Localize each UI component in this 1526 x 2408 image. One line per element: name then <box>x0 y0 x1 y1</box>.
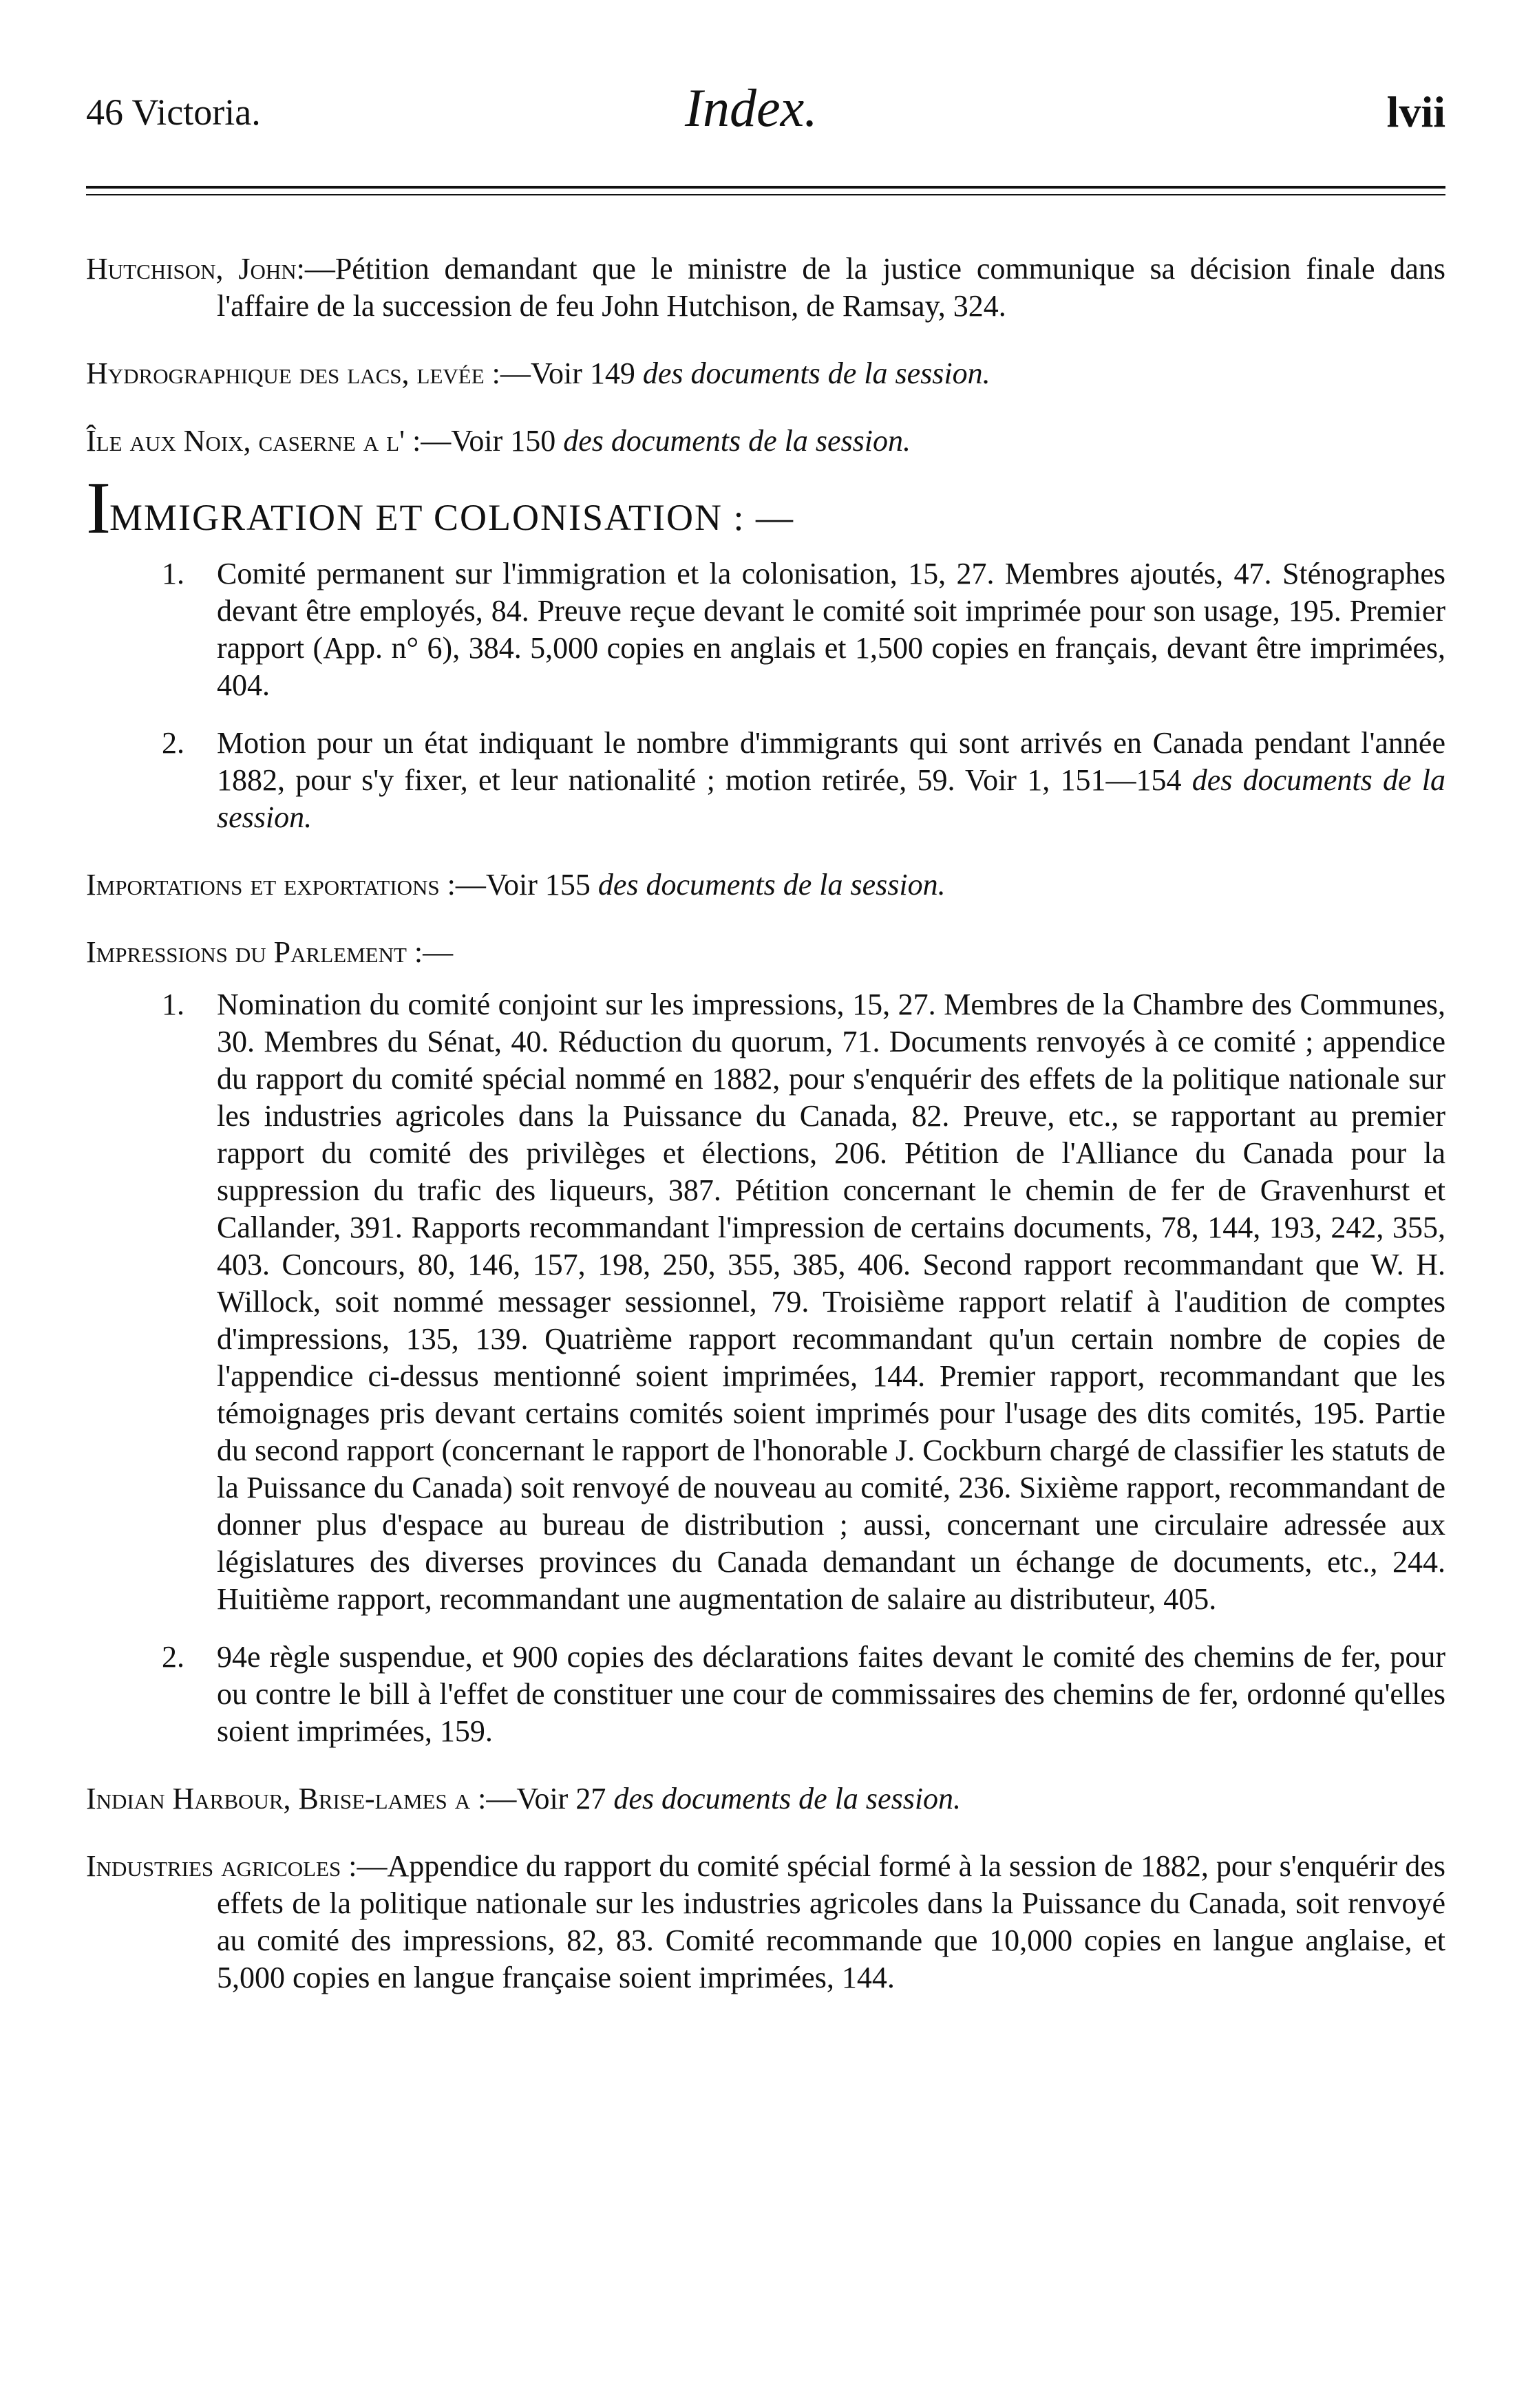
header-page-number: lvii <box>1386 87 1445 136</box>
entry-head: Hutchison, John <box>86 252 297 286</box>
entry-indian-harbour <box>86 1780 1445 1818</box>
impressions-list <box>86 986 1445 1750</box>
item-text: Nomination du comité conjoint sur les impressions, 15, 27. Membres de la Chambre des Communes, 30. Membres du Sénat, 40. Réduction du quorum, 71. Documents renvoyés à ce comité ; appendice du rapport du comité spécial nommé en 1882, pour s'enquérir des effets de la politique nationale sur les industries agricoles dans la Puissance du Canada, 82. Preuve, etc., se rapportant au premier rapport du comité des privilèges et élections, 206. Pétition de l'Alliance du Canada pour la suppression du trafic des liqueurs, 387. Pétition concernant le chemin de fer de Gravenhurst et Callander, 391. Rapports recommandant l'impression de certains documents, 78, 144, 193, 242, 355, 403. Concours, 80, 146, 157, 198, 250, 355, 385, 406. Second rapport recommandant que W. H. Willock, soit nommé messager sessionnel, 79. Troisième rapport relatif à l'audition de comptes d'impressions, 135, 139. Quatrième rapport recommandant qu'un certain nombre de copies de l'appendice ci-dessus mentionné soient imprimées, 144. Premier rapport, recommandant que les témoignages pris devant certains comités soient imprimés pour l'usage des dits comités, 195. Partie du second rapport (concernant le rapport de l'honorable J. Cockburn chargé de classifier les statuts de la Puissance du Canada) soit renvoyé de nouveau au comité, 236. Sixième rapport, recommandant de donner plus d'espace au bureau de distribution ; aussi, concernant une circulaire adressée aux législatures des diverses provinces du Canada demandant un échange de documents, etc., 244. Huitième rapport, recommandant une augmentation de salaire au distributeur, 405. <box>217 988 1445 1616</box>
page-header <box>86 77 1445 146</box>
entry-head: Île aux Noix, caserne a l' <box>86 424 405 458</box>
item-number: 2. <box>162 1640 184 1674</box>
entry-text: :—Voir 149 <box>484 356 643 390</box>
entry-reference: des documents de la session. <box>642 356 990 390</box>
item-text: 94e règle suspendue, et 900 copies des déclarations faites devant le comité des chemins de fer, pour ou contre le bill à l'effet de constituer une cour de commissaires des chemins de fer, ordonné qu'elles soient imprimées, 159. <box>217 1640 1445 1748</box>
item-reference: des documents de la session. <box>217 763 1446 834</box>
entry-reference: des documents de la session. <box>597 868 946 902</box>
entry-text: :— <box>406 935 454 969</box>
entry-reference: des documents de la session. <box>613 1782 962 1815</box>
entry-text: :—Voir 27 <box>470 1782 614 1815</box>
header-title: Index. <box>685 78 818 138</box>
list-item <box>86 725 1445 836</box>
entry-text: :—Voir 150 <box>405 424 564 458</box>
immigration-list <box>86 555 1445 836</box>
item-number: 1. <box>162 557 184 590</box>
entry-industries-agricoles <box>86 1848 1445 1996</box>
item-number: 1. <box>162 988 184 1021</box>
list-item <box>86 555 1445 704</box>
item-text: Motion pour un état indiquant le nombre d'immigrants qui sont arrivés en Canada pendant l'année 1882, pour s'y fixer, et leur nationalité ; motion retirée, 59. Voir 1, 151—154 <box>217 726 1445 797</box>
entry-impressions <box>86 934 1445 971</box>
entry-ile-aux-noix <box>86 423 1445 460</box>
entry-reference: des documents de la session. <box>563 424 911 458</box>
entry-text: :—Pétition demandant que le ministre de la justice communique sa décision finale dans l'affaire de la succession de feu John Hutchison, de Ramsay, 324. <box>217 252 1445 323</box>
list-item <box>86 986 1445 1618</box>
entry-head: Importations et exportations <box>86 868 440 902</box>
drop-cap-initial: I <box>86 467 112 549</box>
index-content <box>86 220 1445 2016</box>
item-text: Comité permanent sur l'immigration et la colonisation, 15, 27. Membres ajoutés, 47. Sténographes devant être employés, 84. Preuve reçue devant le comité soit imprimée pour son usage, 195. Premier rapport (App. n° 6), 384. 5,000 copies en anglais et 1,500 copies en français, devant être imprimées, 404. <box>217 557 1445 702</box>
list-item <box>86 1639 1445 1750</box>
header-rule-thin <box>86 194 1445 195</box>
header-rule-thick <box>86 186 1445 189</box>
entry-hydrographique <box>86 355 1445 392</box>
entry-importations <box>86 866 1445 904</box>
header-volume: 46 Victoria. <box>86 92 261 133</box>
entry-hutchison <box>86 251 1445 325</box>
entry-head: Hydrographique des lacs, levée <box>86 356 485 390</box>
section-title: MMIGRATION ET COLONISATION : — <box>109 497 794 538</box>
entry-head: Impressions du Parlement <box>86 935 407 969</box>
entry-text: :—Voir 155 <box>439 868 598 902</box>
section-heading-immigration <box>86 467 1445 549</box>
entry-head: Indian Harbour, Brise-lames a <box>86 1782 471 1815</box>
entry-text: :—Appendice du rapport du comité spécial formé à la session de 1882, pour s'enquérir des effets de la politique nationale sur les industries agricoles dans la Puissance du Canada, soit renvoyé au comité des impressions, 82, 83. Comité recommande que 10,000 copies en langue anglaise, et 5,000 copies en langue française soient imprimées, 144. <box>217 1849 1446 1994</box>
entry-head: Industries agricoles <box>86 1849 341 1883</box>
item-number: 2. <box>162 726 184 760</box>
